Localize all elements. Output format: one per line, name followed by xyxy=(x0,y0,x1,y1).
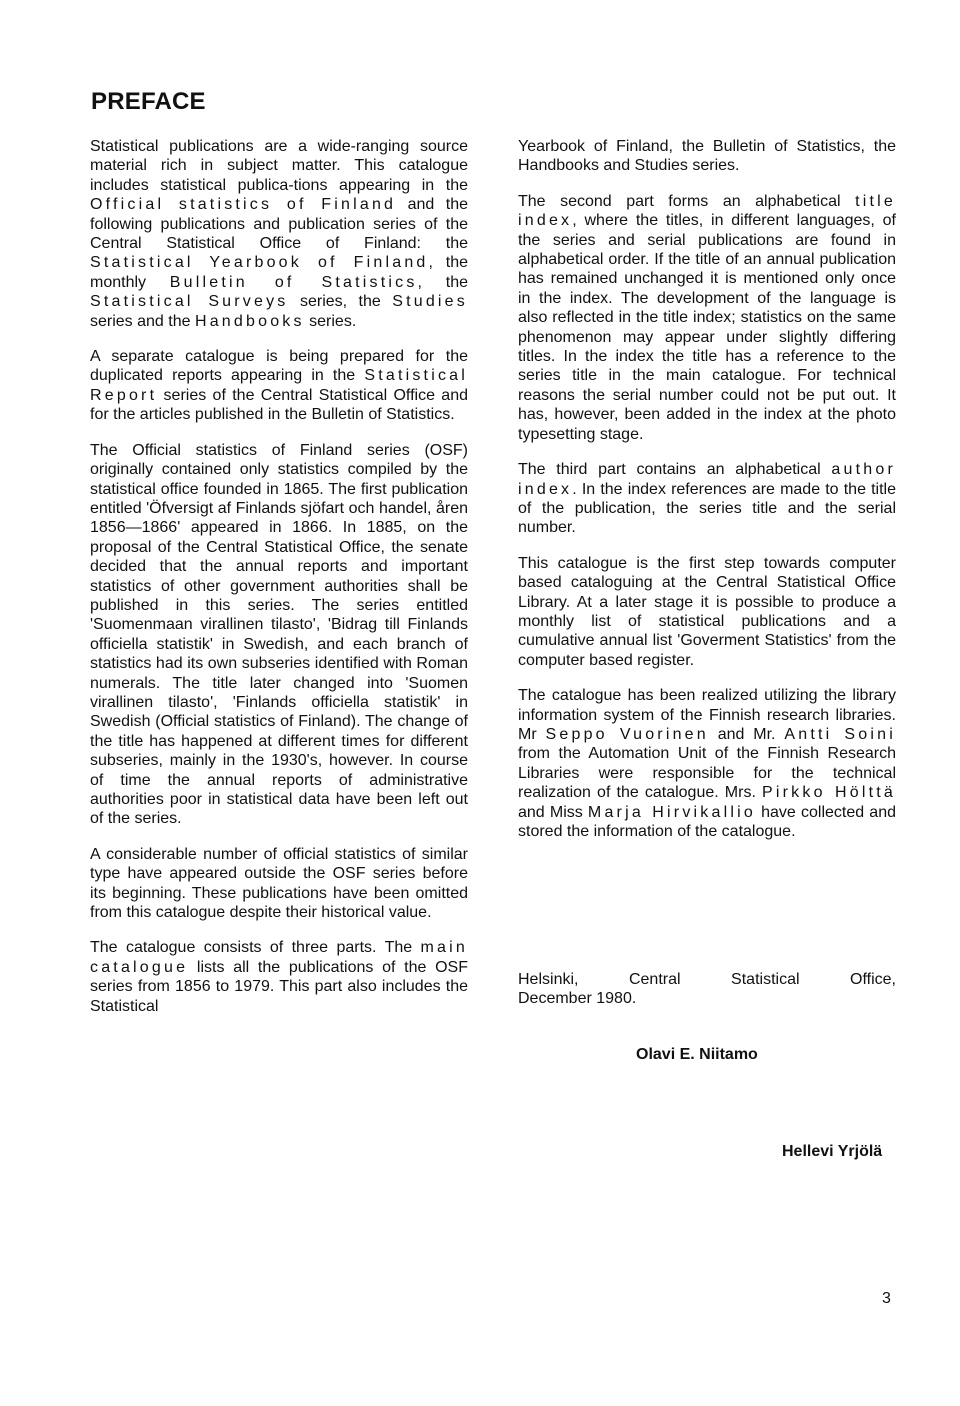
text-run: The catalogue has been realized utilizing the library information system of the Finnish research libraries. Mr xyxy=(518,687,896,743)
text-run: , the xyxy=(417,273,468,291)
spaced-series-name: Official statistics of Finland xyxy=(90,196,397,214)
spaced-series-name: Statistical Yearbook of Finland xyxy=(90,254,429,272)
spaced-person-name: Antti Soini xyxy=(784,725,897,743)
text-run: Statistical publications are a wide-ranging source material rich in subject matter. This catalogue includes statistical publica-tions appearing in the xyxy=(90,138,468,194)
text-run: and the following publications and publication series of the Central Statistical Office of Finland: the xyxy=(90,196,469,253)
spaced-series-name: Bulletin of Statistics xyxy=(169,273,418,291)
signer-name: Hellevi Yrjölä xyxy=(782,1143,883,1160)
spaced-person-name: Pirkko Hölttä xyxy=(762,784,896,802)
text-run: series of the Central Statistical Office and for the articles published in the Bulletin of Statistics. xyxy=(90,386,468,424)
signature-place-date xyxy=(518,970,896,1009)
text-run: and Mr. xyxy=(708,725,785,743)
spaced-series-name: Statistical Report xyxy=(90,367,468,404)
paragraph-continued: Yearbook of Finland, the Bulletin of Statistics, the Handbooks and Studies series. xyxy=(518,138,896,175)
left-column xyxy=(90,137,468,1032)
paragraph-acknowledgements xyxy=(518,686,896,841)
spaced-term: author index xyxy=(518,461,896,498)
text-run: The third part contains an alphabetical xyxy=(518,461,832,479)
paragraph-three-parts xyxy=(90,938,468,1016)
spaced-term: title index xyxy=(518,192,896,230)
page-number: 3 xyxy=(882,1290,891,1307)
place-word: Central xyxy=(628,971,681,988)
text-run: series. xyxy=(304,312,357,330)
paragraph-title-index xyxy=(518,192,896,444)
text-run: , where the titles, in different languages, of the series and serial publications are found in alphabetical order. If the title of an annual publication has remained unchanged it is mentioned only once in the index. The development of the language is also reflected in the title index; statistics on the same phenomenon may appear under slightly differing titles. In the index the title has a reference to the series title in the main catalogue. For technical reasons the serial number could not be put out. It has, however, been added in the index at the photo typesetting stage. xyxy=(518,212,896,443)
text-run: The second part forms an alphabetical xyxy=(518,192,856,210)
page-title: PREFACE xyxy=(91,88,206,115)
text-run: and Miss xyxy=(518,803,588,821)
text-run: series, the xyxy=(288,293,393,311)
text-run: A separate catalogue is being prepared for the duplicated reports appearing in the xyxy=(90,348,468,385)
spaced-series-name: Handbooks xyxy=(194,312,305,330)
text-run: lists all the publications of the OSF series from 1856 to 1979. This part also includes the Statistical xyxy=(90,958,468,1015)
text-run: The catalogue consists of three parts. The xyxy=(90,939,421,957)
signature-date: December 1980. xyxy=(518,990,637,1008)
spaced-series-name: Studies xyxy=(392,293,468,311)
spaced-term: main catalogue xyxy=(90,939,468,976)
place-word: Helsinki, xyxy=(518,971,579,988)
right-column xyxy=(518,137,896,857)
text-run: have collected and stored the information of the catalogue. xyxy=(518,803,897,840)
spaced-series-name: Statistical Surveys xyxy=(90,293,289,311)
text-run: from the Automation Unit of the Finnish Research Libraries were responsible for the technical realization of the catalogue. Mrs. xyxy=(518,745,896,802)
place-word: Office, xyxy=(850,971,896,988)
text-run: series and the xyxy=(90,312,195,330)
paragraph-omitted-publications: A considerable number of official statistics of similar type have appeared outside the OSF series before its beginning. These publications have been omitted from this catalogue despite their historical value. xyxy=(90,845,468,922)
paragraph-intro xyxy=(90,137,468,331)
paragraph-separate-catalogue xyxy=(90,347,468,425)
spaced-person-name: Seppo Vuorinen xyxy=(545,725,709,743)
text-run: . In the index references are made to the title of the publication, the series title and the serial number. xyxy=(518,480,896,537)
spaced-person-name: Marja Hirvikallio xyxy=(587,803,756,821)
signer-name: Olavi E. Niitamo xyxy=(636,1046,758,1063)
text-run: , the monthly xyxy=(90,254,469,291)
paragraph-author-index xyxy=(518,460,896,538)
place-word: Statistical xyxy=(731,971,800,988)
paragraph-osf-history: The Official statistics of Finland series (OSF) originally contained only statistics compiled by the statistical office founded in 1865. The first publication entitled 'Öfversigt af Finlands sjöfart och handel, åren 1856—1866' appeared in 1866. In 1885, on the proposal of the Central Statistical Office, the senate decided that the annual reports and important statistics of other government authorities shall be published in this series. The series entitled 'Suomenmaan virallinen tilasto', 'Bidrag till Finlands officiella statistik' in Swedish, and each branch of statistics had its own subseries identified with Roman numerals. The title later changed into 'Suomen virallinen tilasto', 'Finlands officiella statistik' in Swedish (Official statistics of Finland). The change of the title has happened at different times for different subseries, mainly in the 1930's, however. In course of time the annual reports of administrative authorities poor in statistical data have been left out of the series. xyxy=(90,441,468,828)
paragraph-computer-cataloguing: This catalogue is the first step towards computer based cataloguing at the Central Statistical Office Library. At a later stage it is possible to produce a monthly list of statistical publications and a cumulative annual list 'Goverment Statistics' from the computer based register. xyxy=(518,554,896,669)
signature-place xyxy=(518,970,896,989)
